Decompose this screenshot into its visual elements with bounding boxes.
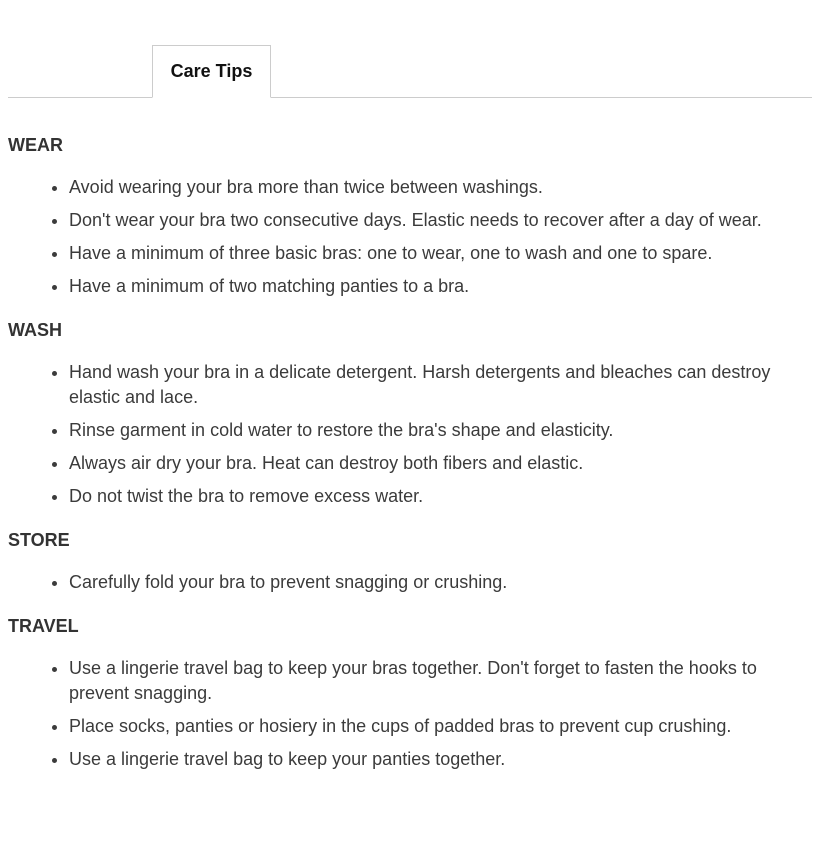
tab-bar	[8, 45, 812, 98]
tip-item: • Avoid wearing your bra more than twice between washings.	[69, 175, 810, 200]
care-tips-panel	[8, 98, 810, 772]
tip-item: • Place socks, panties or hosiery in the cups of padded bras to prevent cup crushing.	[69, 714, 810, 739]
tip-item: • Don't wear your bra two consecutive days. Elastic needs to recover after a day of wear.	[69, 208, 810, 233]
section-heading-wash: WASH	[8, 320, 62, 340]
section-heading-travel: TRAVEL	[8, 616, 79, 636]
section-heading-wear: WEAR	[8, 135, 63, 155]
tip-item: • Rinse garment in cold water to restore the bra's shape and elasticity.	[69, 418, 810, 443]
tips-list-store	[8, 570, 810, 595]
tip-item: • Have a minimum of three basic bras: one to wear, one to wash and one to spare.	[69, 241, 810, 266]
tip-item: • Hand wash your bra in a delicate detergent. Harsh detergents and bleaches can destroy elastic and lace.	[69, 360, 810, 410]
tip-item: • Have a minimum of two matching panties to a bra.	[69, 274, 810, 299]
tips-list-travel	[8, 656, 810, 772]
tips-list-wear	[8, 175, 810, 299]
tips-list-wash	[8, 360, 810, 509]
tip-item: • Do not twist the bra to remove excess water.	[69, 484, 810, 509]
tab-care-tips-label: Care Tips	[170, 61, 253, 81]
tip-item: • Use a lingerie travel bag to keep your bras together. Don't forget to fasten the hooks to prevent snagging.	[69, 656, 810, 706]
tab-care-tips[interactable]	[152, 45, 271, 98]
tip-item: • Use a lingerie travel bag to keep your panties together.	[69, 747, 810, 772]
section-heading-store: STORE	[8, 530, 70, 550]
tip-item: • Carefully fold your bra to prevent snagging or crushing.	[69, 570, 810, 595]
tip-item: • Always air dry your bra. Heat can destroy both fibers and elastic.	[69, 451, 810, 476]
